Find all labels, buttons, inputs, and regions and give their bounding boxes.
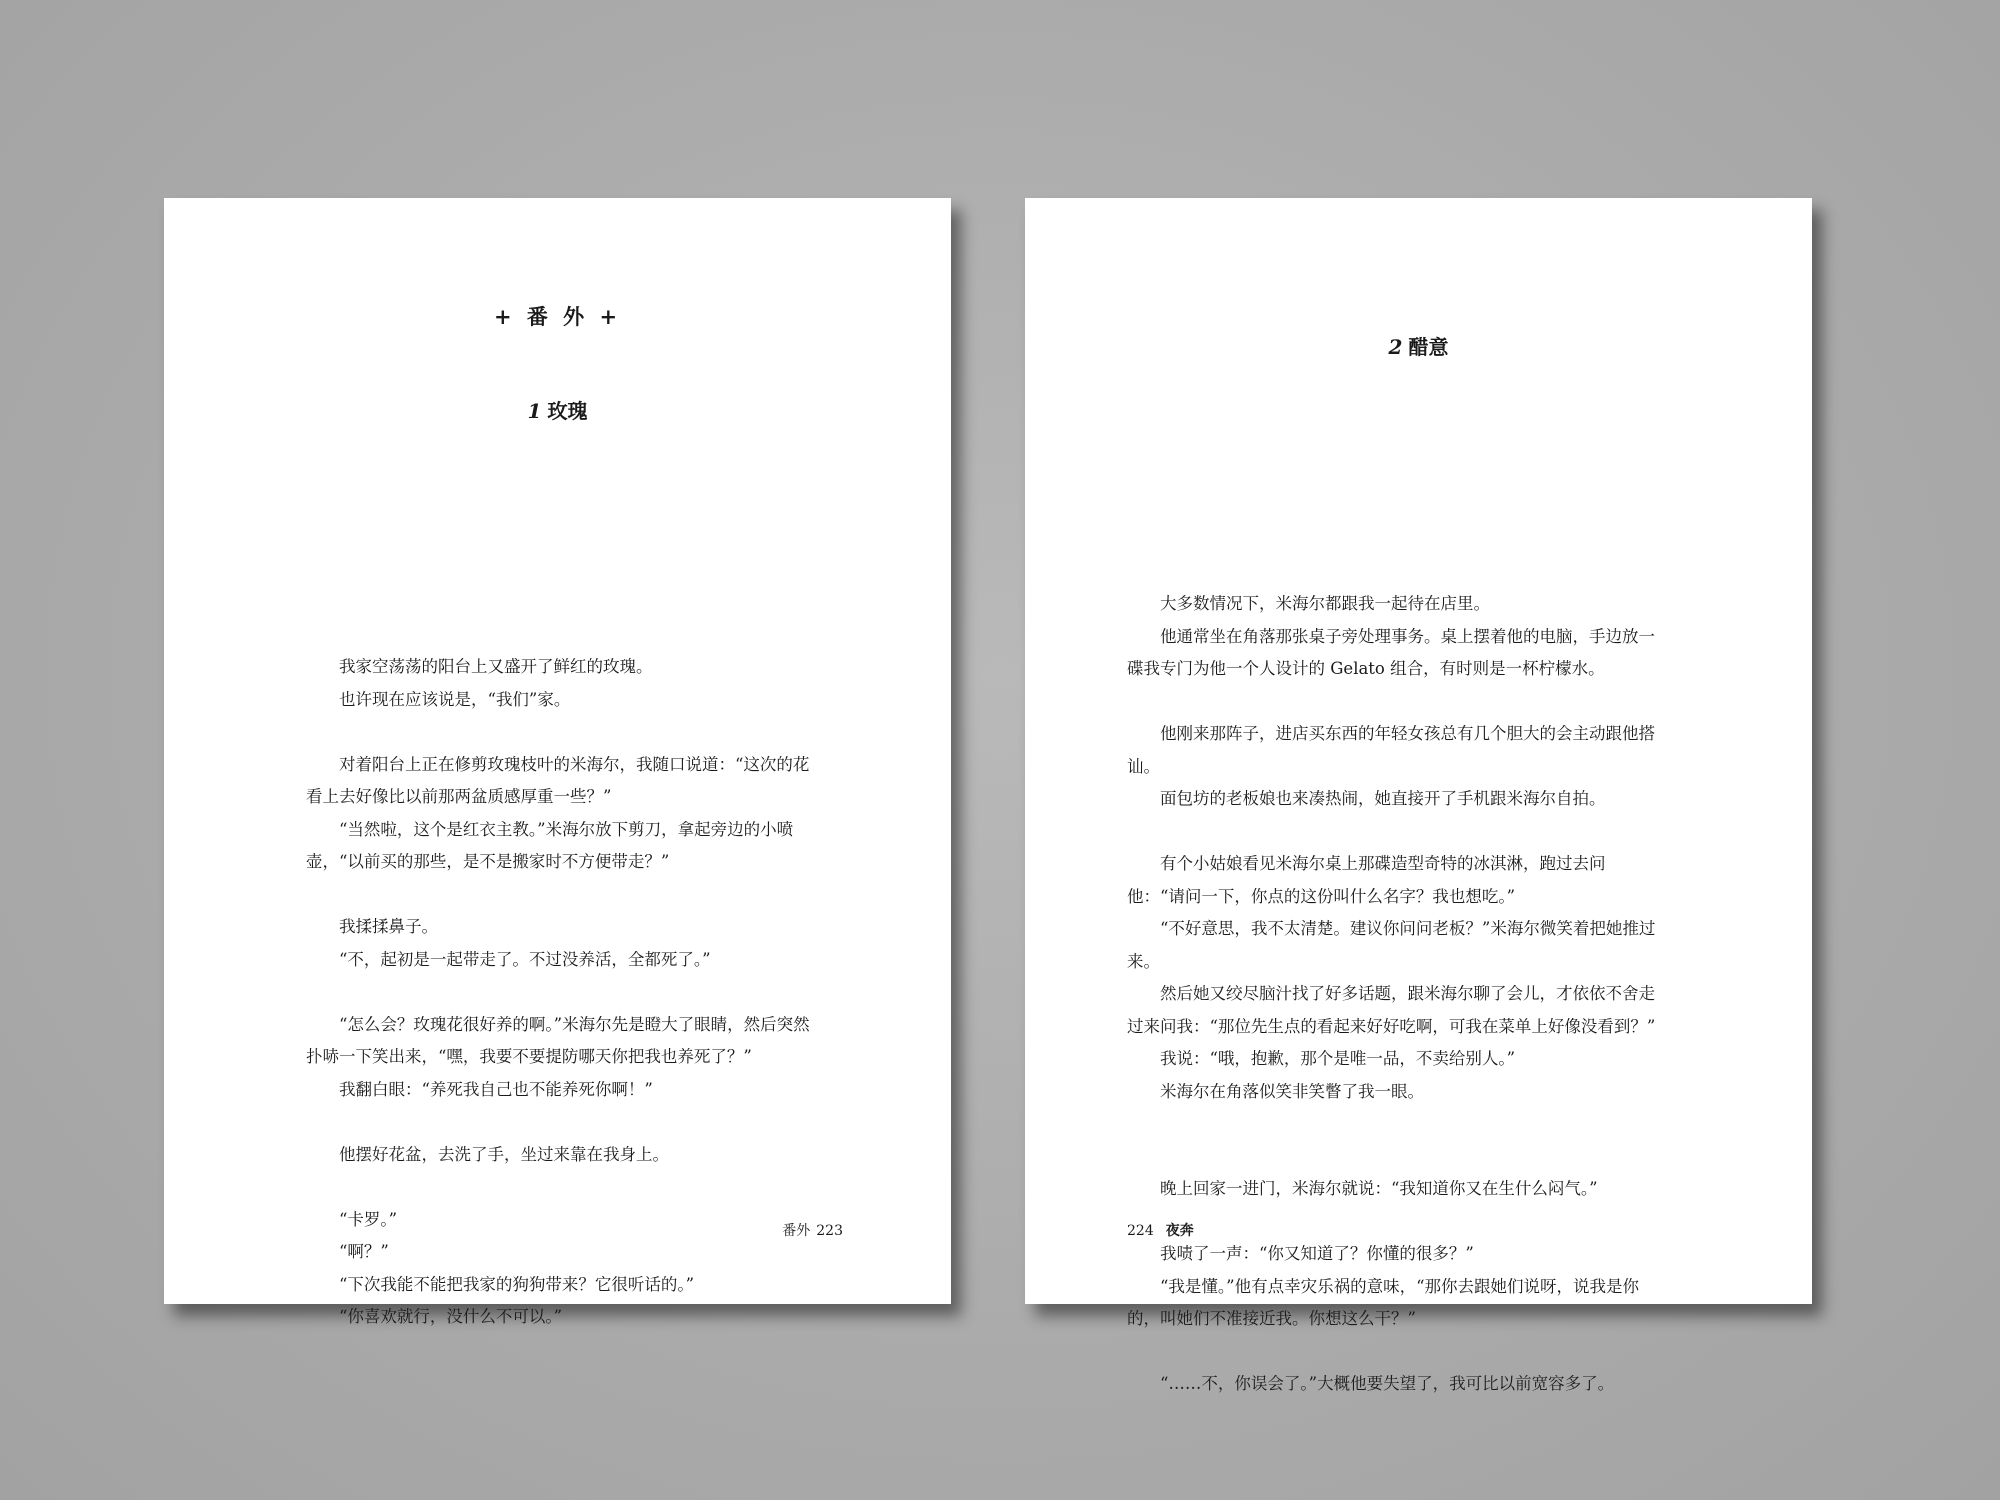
paragraph: “不，起初是一起带走了。不过没养活，全都死了。” [339, 949, 711, 969]
running-title: 番外 [782, 1223, 811, 1239]
paragraph: 大多数情况下，米海尔都跟我一起待在店里。 [1160, 594, 1490, 613]
body-text [1127, 588, 1663, 1401]
page-footer [1127, 1220, 1194, 1240]
paragraph: “不好意思，我不太清楚。建议你问问老板？”米海尔微笑着把她推过来。 [1127, 919, 1656, 971]
right-page [1025, 198, 1812, 1393]
paragraph: 他摆好花盆，去洗了手，坐过来靠在我身上。 [339, 1144, 669, 1164]
paragraph: “啊？” [339, 1242, 389, 1261]
paragraph: “当然啦，这个是红衣主教。”米海尔放下剪刀，拿起旁边的小喷壶，“以前买的那些，是不是搬家时不方便带走？” [306, 819, 794, 871]
body-text [306, 651, 816, 1334]
paragraph: “怎么会？玫瑰花很好养的啊。”米海尔先是瞪大了眼睛，然后突然扑哧一下笑出来，“嘿，我要不要提防哪天你把我也养死了？” [306, 1014, 810, 1066]
paragraph: 对着阳台上正在修剪玫瑰枝叶的米海尔，我随口说道：“这次的花看上去好像比以前那两盆质感厚重一些？” [306, 754, 810, 806]
paragraph: 我啧了一声：“你又知道了？你懂的很多？” [1160, 1244, 1474, 1263]
paragraph: “我是懂。”他有点幸灾乐祸的意味，“那你去跟她们说呀，说我是你的，叫她们不准接近我。你想这么干？” [1127, 1276, 1640, 1328]
paragraph: 然后她又绞尽脑汁找了好多话题，跟米海尔聊了会儿，才依依不舍走过来问我：“那位先生点的看起来好好吃啊，可我在菜单上好像没看到？” [1127, 984, 1656, 1036]
chapter-number: 1 [527, 399, 542, 423]
page-number: 223 [816, 1223, 843, 1239]
paragraph: “……不，你误会了。”大概他要失望了，我可比以前宽容多了。 [1160, 1374, 1615, 1393]
running-title: 夜奔 [1165, 1223, 1194, 1239]
paragraph: “卡罗。” [339, 1209, 398, 1229]
left-page [164, 198, 951, 1326]
paragraph: “你喜欢就行，没什么不可以。” [339, 1307, 563, 1326]
chapter-title [1025, 331, 1812, 360]
paragraph: 我家空荡荡的阳台上又盛开了鲜红的玫瑰。 [339, 657, 653, 676]
paragraph: “下次我能不能把我家的狗狗带来？它很听话的。” [339, 1274, 695, 1294]
page-number: 224 [1127, 1223, 1154, 1239]
chapter-title-text: 玫瑰 [547, 399, 588, 423]
chapter-number: 2 [1388, 335, 1403, 359]
chapter-title [164, 395, 951, 424]
paragraph: 米海尔在角落似笑非笑瞥了我一眼。 [1160, 1081, 1424, 1101]
paragraph: 我说：“哦，抱歉，那个是唯一品，不卖给别人。” [1160, 1049, 1516, 1068]
section-title: + 番 外 + [493, 304, 622, 329]
paragraph: 也许现在应该说是，“我们”家。 [339, 689, 571, 709]
paragraph: 晚上回家一进门，米海尔就说：“我知道你又在生什么闷气。” [1160, 1179, 1598, 1198]
paragraph: 我翻白眼：“养死我自己也不能养死你啊！” [339, 1079, 653, 1099]
chapter-title-text: 醋意 [1408, 335, 1449, 359]
paragraph: 有个小姑娘看见米海尔桌上那碟造型奇特的冰淇淋，跑过去问他：“请问一下，你点的这份叫什么名字？我也想吃。” [1127, 854, 1606, 906]
paragraph: 面包坊的老板娘也来凑热闹，她直接开了手机跟米海尔自拍。 [1160, 789, 1606, 808]
paragraph: 我揉揉鼻子。 [339, 917, 438, 936]
paragraph: 他通常坐在角落那张桌子旁处理事务。桌上摆着他的电脑，手边放一碟我专门为他一个人设计的 Gelato 组合，有时则是一杯柠檬水。 [1127, 626, 1655, 678]
page-footer [782, 1220, 849, 1240]
paragraph: 他刚来那阵子，进店买东西的年轻女孩总有几个胆大的会主动跟他搭讪。 [1127, 724, 1655, 776]
